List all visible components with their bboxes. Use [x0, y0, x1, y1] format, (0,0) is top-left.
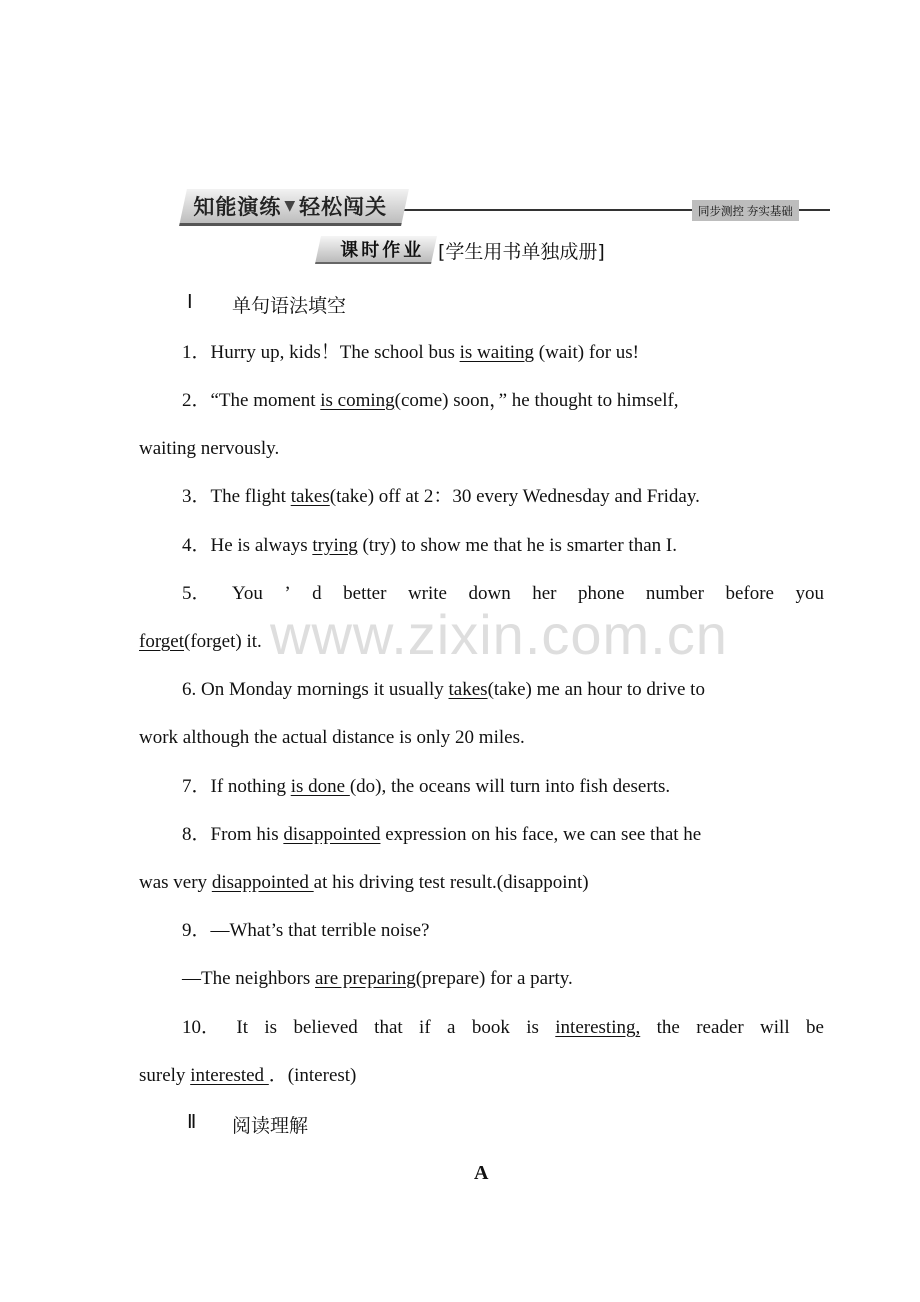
section-heading-2 [187, 1111, 308, 1138]
question-6-cont: work although the actual distance is only 20 miles. [139, 727, 525, 748]
section-numeral: Ⅰ [187, 292, 193, 313]
answer-blank: interesting, [555, 1017, 641, 1038]
section-numeral: Ⅱ [187, 1112, 197, 1133]
answer-blank: interested [190, 1065, 269, 1086]
sub-banner-note: [学生用书单独成册] [438, 240, 605, 263]
answer-blank: is coming [320, 390, 395, 411]
answer-blank: forget [139, 631, 185, 652]
section-banner [179, 189, 409, 226]
answer-blank: is waiting [459, 342, 535, 363]
banner-title-right: 轻松闯关 [299, 195, 388, 219]
sub-banner-tag [315, 236, 437, 264]
question-9-answer: —The neighbors are preparing(prepare) for a party. [182, 968, 573, 989]
answer-blank: is done [290, 776, 350, 797]
sub-banner-title: 课时作业 [340, 240, 425, 261]
question-8: 8．From his disappointed expression on his face, we can see that he [182, 824, 702, 845]
question-9: 9．—What’s that terrible noise? [182, 920, 430, 941]
question-6: 6. On Monday mornings it usually takes(take) me an hour to drive to [182, 679, 705, 700]
answer-blank: disappointed [283, 824, 381, 845]
question-3: 3．The flight takes(take) off at 2：30 every Wednesday and Friday. [182, 486, 700, 507]
answer-blank: takes [448, 679, 488, 700]
question-10: 10． It is believed that if a book is interesting, the reader will be [139, 1015, 824, 1041]
answer-blank: disappointed [211, 872, 314, 893]
watermark: www.zixin.com.cn [270, 603, 728, 666]
question-2-cont: waiting nervously. [139, 438, 280, 459]
banner-title-left: 知能演练 [193, 195, 282, 219]
answer-blank: takes [290, 486, 330, 507]
question-10-cont: surely interested ．(interest) [139, 1065, 357, 1086]
question-8-cont: was very disappointed at his driving test result.(disappoint) [139, 872, 589, 893]
answer-blank: trying [312, 535, 358, 556]
banner-tag: 同步测控 夯实基础 [692, 200, 799, 221]
question-7: 7．If nothing is done (do), the oceans will turn into fish deserts. [182, 776, 671, 797]
question-5: 5． You ’ d better write down her phone number before you [182, 583, 824, 604]
sub-banner [318, 236, 605, 264]
question-4: 4．He is always trying (try) to show me that he is smarter than I. [182, 535, 677, 556]
passage-label: A [474, 1162, 489, 1184]
section-title: 阅读理解 [232, 1115, 309, 1137]
section-title: 单句语法填空 [232, 295, 347, 317]
answer-blank: are preparing [314, 968, 416, 989]
triangle-down-icon: ▼ [284, 198, 297, 214]
question-5-cont: forget(forget) it. [139, 631, 262, 652]
section-heading-1 [187, 291, 346, 318]
question-2: 2．“The moment is coming(come) soon，” he thought to himself, [182, 390, 679, 411]
question-1: 1．Hurry up, kids！The school bus is waiting (wait) for us! [182, 342, 640, 363]
